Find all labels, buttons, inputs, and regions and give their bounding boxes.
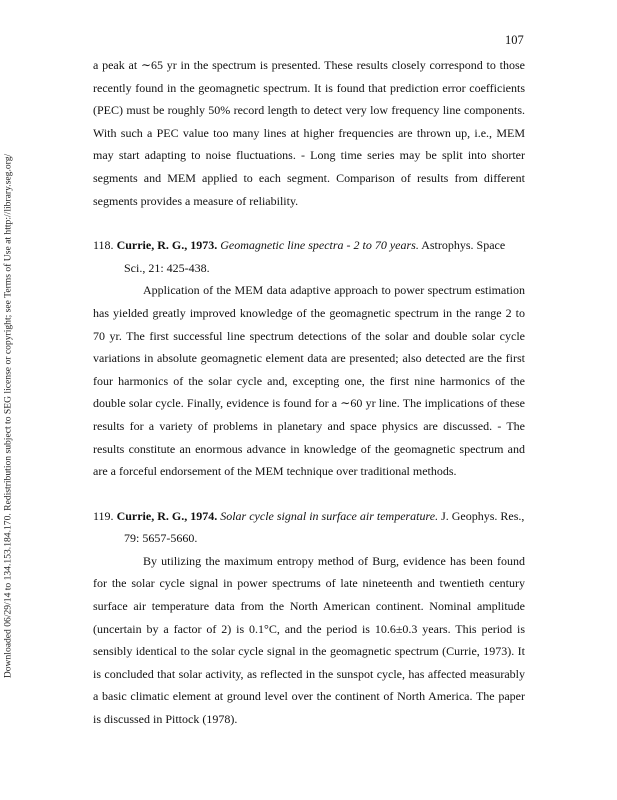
page-body bbox=[93, 54, 525, 731]
entry-number: 119. bbox=[93, 508, 114, 523]
entry-title: Solar cycle signal in surface air temperature. bbox=[220, 508, 439, 523]
reference-line bbox=[93, 234, 525, 279]
entry-abstract: By utilizing the maximum entropy method of Burg, evidence has been found for the solar cycle signal in power spectrums of late nineteenth and twentieth century surface air temperature data from the North American continent. Nominal amplitude (uncertain by a factor of 2) is 0.1°C, and the period is 10.6±0.3 years. This period is sensibly identical to the solar cycle signal in the geomagnetic spectrum (Currie, 1973). It is concluded that solar activity, as reflected in the sunspot cycle, has affected measurably a basic climatic element at ground level over the continent of North America. The paper is discussed in Pittock (1978). bbox=[93, 553, 525, 727]
entry-authors: Currie, R. G., 1974. bbox=[116, 508, 218, 523]
entry-title: Geomagnetic line spectra - 2 to 70 years. bbox=[220, 238, 419, 253]
download-watermark-text: Downloaded 06/29/14 to 134.153.184.170. Redistribution subject to SEG license or copyright; see Terms of Use at http://library.seg.org/ bbox=[2, 153, 14, 678]
entry-number: 118. bbox=[93, 238, 114, 253]
reference-line bbox=[93, 505, 525, 550]
entry-authors: Currie, R. G., 1973. bbox=[116, 238, 218, 253]
bibliography-entry-118 bbox=[93, 234, 525, 483]
bibliography-entry-119 bbox=[93, 505, 525, 731]
download-watermark bbox=[2, 123, 14, 708]
continuation-paragraph: a peak at ∼65 yr in the spectrum is presented. These results closely correspond to those recently found in the geomagnetic spectrum. It is found that prediction error coefficients (PEC) must be roughly 50% record length to detect very low frequency line components. With such a PEC value too many lines at higher frequencies are thrown up, i.e., MEM may start adapting to noise fluctuations. - Long time series may be split into shorter segments and MEM applied to each segment. Comparison of results from different segments provides a measure of reliability. bbox=[93, 58, 525, 208]
entry-source: J. Geophys. Res., 79: 5657-5660. bbox=[124, 508, 525, 546]
page-number: 107 bbox=[505, 33, 524, 47]
entry-source: Astrophys. Space Sci., 21: 425-438. bbox=[124, 238, 506, 275]
entry-abstract: Application of the MEM data adaptive approach to power spectrum estimation has yielded greatly improved knowledge of the geomagnetic spectrum in the range 2 to 70 yr. The first successful line spectrum detections of the solar and double solar cycle variations in absolute geomagnetic element data are presented; also detected are the first four harmonics of the solar cycle and, excepting one, the first nine harmonics of the double solar cycle. Finally, evidence is found for a ∼60 yr line. The implications of these results for a variety of problems in planetary and space physics are discussed. - The results constitute an enormous advance in knowledge of the geomagnetic spectrum and are a forceful endorsement of the MEM technique over traditional methods. bbox=[93, 283, 525, 479]
